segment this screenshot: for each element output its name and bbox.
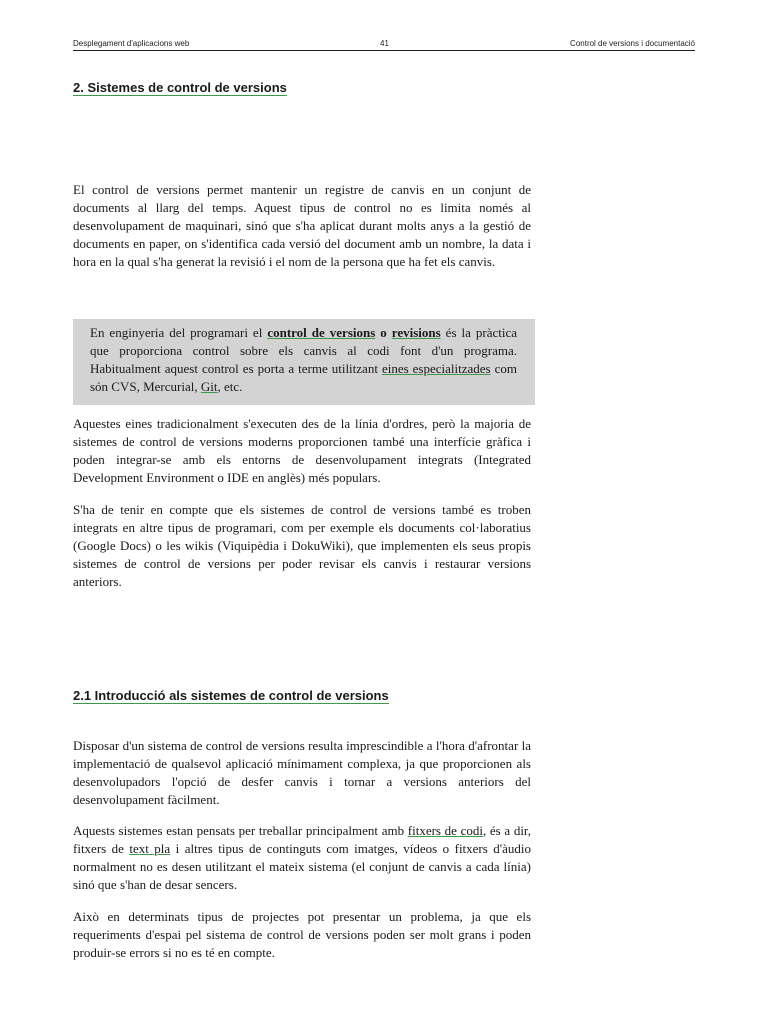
subsection-title: 2.1 Introducció als sistemes de control de versions [73, 688, 389, 703]
link-fitxers-de-codi[interactable]: fitxers de codi [407, 823, 483, 838]
definition-text: En enginyeria del programari el [90, 325, 268, 340]
definition-connector: o [375, 325, 392, 340]
definition-text: és la pràctica que proporciona control sobre els canvis al codi font d'un programa. Habitualment aquest control es porta a terme utilitzant [90, 325, 518, 376]
subsection-intro-paragraph: Disposar d'un sistema de control de versions resulta imprescindible a l'hora d'afrontar la implementació de qualsevol aplicació mínimament complexa, ja que proporcionen als desenvolupadors l'opció de desfer canvis i tornar a versions anteriors del desenvolupament fàcilment. [73, 738, 531, 807]
paragraph-text: i altres tipus de continguts com imatges, vídeos o fitxers d'àudio normalment no es desen utilitzant el mateix sistema (el conjunt de canvis a cada línia) sinó que s'han de desar sencers. [73, 841, 531, 892]
link-eines-especialitzades[interactable]: eines especialitzades [381, 361, 491, 376]
definition-box [73, 319, 535, 405]
page-header [73, 38, 695, 51]
paragraph-text: Aquests sistemes estan pensats per treballar principalment amb [73, 823, 408, 838]
problem-paragraph: Això en determinats tipus de projectes pot presentar un problema, ja que els requeriments d'espai pel sistema de control de versions poden ser molt grans i poden produir-se errors si no es té en compte. [73, 909, 531, 960]
section-title: 2. Sistemes de control de versions [73, 80, 287, 95]
files-paragraph [73, 822, 531, 894]
header-page-number: 41 [380, 39, 389, 48]
link-git[interactable]: Git [200, 379, 218, 394]
header-book-title: Desplegament d'aplicacions web [73, 39, 190, 48]
paragraph-text: , és a dir, fitxers de [73, 823, 531, 856]
header-chapter-title: Control de versions i documentació [570, 39, 695, 48]
definition-text: , etc. [217, 379, 243, 394]
keyword-control-de-versions[interactable]: control de versions [267, 325, 376, 340]
integrated-paragraph: S'ha de tenir en compte que els sistemes de control de versions també es troben integrats en altre tipus de programari, com per exemple els documents col·laboratius (Google Docs) o les wikis (Viquipèdia i DokuWiki), que implementen els seus propis sistemes de control de versions per poder revisar els canvis i restaurar versions anteriors. [73, 502, 531, 589]
keyword-revisions[interactable]: revisions [391, 325, 441, 340]
definition-text: com són CVS, Mercurial, [90, 361, 517, 394]
tools-paragraph: Aquestes eines tradicionalment s'executen des de la línia d'ordres, però la majoria de sistemes de control de versions moderns proporcionen també una interfície gràfica i poden integrar-se amb els entorns de desenvolupament integrats (Integrated Development Environment o IDE en anglès) més populars. [73, 416, 531, 485]
link-text-pla[interactable]: text pla [129, 841, 171, 856]
intro-paragraph: El control de versions permet mantenir un registre de canvis en un conjunt de documents al llarg del temps. Aquest tipus de control no es limita només al desenvolupament de maquinari, sinó que s'ha aplicat durant molts anys a la gestió de documents en paper, on s'identifica cada versió del document amb un nombre, la data i hora en la qual s'ha generat la revisió i el nom de la persona que ha fet els canvis. [73, 182, 531, 269]
